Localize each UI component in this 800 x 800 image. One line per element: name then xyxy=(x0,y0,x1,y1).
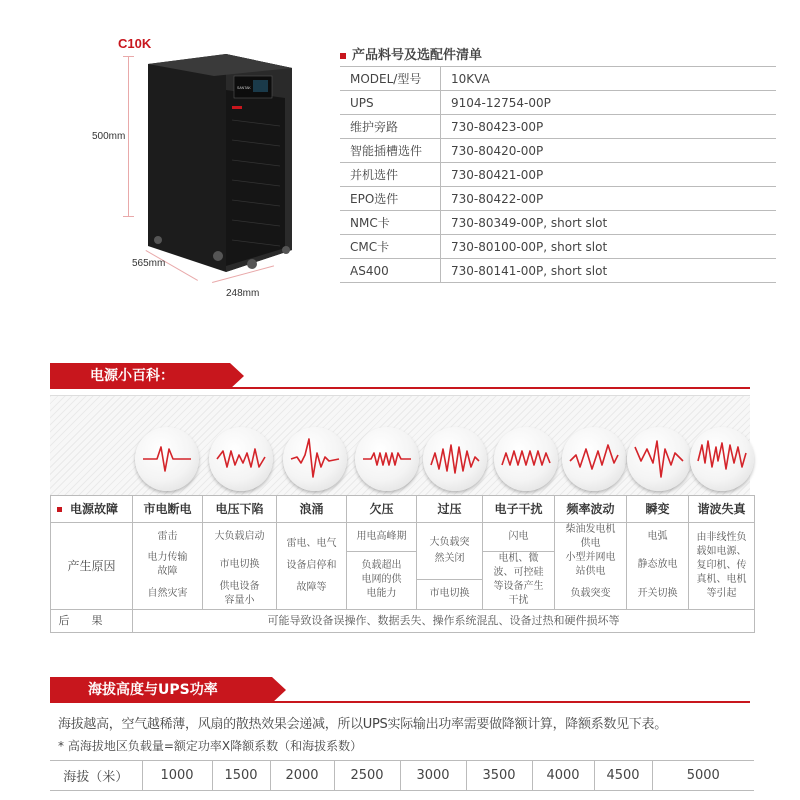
cause-cell: 电弧 xyxy=(627,523,689,552)
cause-cell: 负载突变 xyxy=(555,579,627,610)
spec-label: 并机选件 xyxy=(340,163,441,187)
spec-value: 10KVA xyxy=(441,67,777,91)
red-square-bullet xyxy=(340,53,346,59)
altitude-value: 1500 xyxy=(212,761,270,791)
spec-value: 730-80422-00P xyxy=(441,187,777,211)
fault-type-header: 过压 xyxy=(417,496,483,523)
power-faults-table xyxy=(50,495,755,633)
altitude-value: 5000 xyxy=(652,761,754,791)
altitude-banner: 海拔高度与UPS功率 xyxy=(50,677,272,703)
width-label: 248mm xyxy=(226,288,260,299)
altitude-table xyxy=(50,760,754,791)
cause-cell: 静态放电 xyxy=(627,551,689,579)
fault-type-header: 电压下陷 xyxy=(203,496,277,523)
fault-type-header: 欠压 xyxy=(347,496,417,523)
spec-label: UPS xyxy=(340,91,441,115)
altitude-value: 4500 xyxy=(594,761,652,791)
fault-header-label: 电源故障 xyxy=(51,496,133,523)
cause-cell: 供电设备容量小 xyxy=(203,579,277,610)
spec-value: 730-80100-00P, short slot xyxy=(441,235,777,259)
height-dimension-line xyxy=(128,56,129,216)
altitude-value: 4000 xyxy=(532,761,594,791)
fault-type-header: 频率波动 xyxy=(555,496,627,523)
transient-waveform-icon xyxy=(627,427,691,491)
spec-label: MODEL/型号 xyxy=(340,67,441,91)
frequency-waveform-icon xyxy=(562,427,626,491)
altitude-note: * 高海拔地区负载量=额定功率X降额系数（和海拔系数） xyxy=(58,739,363,753)
spec-table xyxy=(340,66,776,283)
altitude-row-label: 海拔（米） xyxy=(50,761,142,791)
altitude-value: 2000 xyxy=(270,761,334,791)
cause-cell: 大负载启动 xyxy=(203,523,277,552)
cause-cell: 市电切换 xyxy=(203,551,277,579)
cause-cell: 市电切换 xyxy=(417,579,483,610)
spec-label: 智能插槽选件 xyxy=(340,139,441,163)
depth-label: 565mm xyxy=(132,258,166,269)
display-brand: SANTAK xyxy=(237,86,251,90)
section-rule xyxy=(50,701,750,703)
fault-type-header: 谐波失真 xyxy=(689,496,755,523)
spec-label: AS400 xyxy=(340,259,441,283)
overvoltage-waveform-icon xyxy=(423,427,487,491)
height-label: 500mm xyxy=(92,131,126,142)
cause-cell: 闪电 xyxy=(483,523,555,552)
spec-value: 730-80421-00P xyxy=(441,163,777,187)
altitude-value: 2500 xyxy=(334,761,400,791)
height-dimension-tick-bottom xyxy=(123,216,134,217)
spec-label: NMC卡 xyxy=(340,211,441,235)
spec-value: 730-80141-00P, short slot xyxy=(441,259,777,283)
cause-cell: 开关切换 xyxy=(627,579,689,610)
fault-type-header: 电子干扰 xyxy=(483,496,555,523)
spec-label: CMC卡 xyxy=(340,235,441,259)
spec-row xyxy=(340,139,776,163)
fault-type-header: 市电断电 xyxy=(133,496,203,523)
fault-type-header: 瞬变 xyxy=(627,496,689,523)
spec-table-title: 产品料号及选配件清单 xyxy=(340,44,482,63)
result-row-label: 后果 xyxy=(51,610,133,633)
power-encyclopedia-banner: 电源小百科： xyxy=(50,363,230,389)
spec-label: 维护旁路 xyxy=(340,115,441,139)
outage-waveform-icon xyxy=(135,427,199,491)
spec-row xyxy=(340,163,776,187)
spec-row xyxy=(340,259,776,283)
spec-row xyxy=(340,115,776,139)
spec-value: 730-80349-00P, short slot xyxy=(441,211,777,235)
red-square-bullet xyxy=(57,507,62,512)
altitude-value: 3000 xyxy=(400,761,466,791)
spec-value: 730-80420-00P xyxy=(441,139,777,163)
cause-cell: 雷电、电气设备启停和故障等 xyxy=(277,523,347,610)
altitude-value: 3500 xyxy=(466,761,532,791)
noise-waveform-icon xyxy=(494,427,558,491)
spec-value: 9104-12754-00P xyxy=(441,91,777,115)
cause-cell: 电机、微波、可控硅等设备产生干扰 xyxy=(483,551,555,610)
surge-waveform-icon xyxy=(283,427,347,491)
undervoltage-waveform-icon xyxy=(355,427,419,491)
cause-row-label: 产生原因 xyxy=(51,523,133,610)
fault-type-header: 浪涌 xyxy=(277,496,347,523)
cause-cell: 自然灾害 xyxy=(133,579,203,610)
cause-cell: 电力传输故障 xyxy=(133,551,203,579)
altitude-description: 海拔越高，空气越稀薄，风扇的散热效果会递减，所以UPS实际输出功率需要做降额计算，降额系数见下表。 xyxy=(58,717,667,732)
harmonic-waveform-icon xyxy=(690,427,754,491)
ups-cabinet-image xyxy=(140,50,300,280)
sag-waveform-icon xyxy=(209,427,273,491)
spec-row xyxy=(340,211,776,235)
height-dimension-tick-top xyxy=(123,56,134,57)
spec-row xyxy=(340,187,776,211)
spec-value: 730-80423-00P xyxy=(441,115,777,139)
section-rule xyxy=(50,387,750,389)
cause-cell: 雷击 xyxy=(133,523,203,552)
cause-cell: 小型并网电站供电 xyxy=(555,551,627,579)
cause-cell: 由非线性负载如电源、复印机、传真机、电机等引起 xyxy=(689,523,755,610)
spec-row xyxy=(340,67,776,91)
cause-cell: 用电高峰期 xyxy=(347,523,417,552)
cause-cell: 负载超出电网的供电能力 xyxy=(347,551,417,610)
result-text: 可能导致设备误操作、数据丢失、操作系统混乱、设备过热和硬件损坏等 xyxy=(133,610,755,633)
spec-row xyxy=(340,235,776,259)
cause-cell: 柴油发电机供电 xyxy=(555,523,627,552)
altitude-value: 1000 xyxy=(142,761,212,791)
model-name: C10K xyxy=(118,36,152,51)
spec-row xyxy=(340,91,776,115)
cause-cell: 大负载突然关闭 xyxy=(417,523,483,580)
spec-label: EPO选件 xyxy=(340,187,441,211)
